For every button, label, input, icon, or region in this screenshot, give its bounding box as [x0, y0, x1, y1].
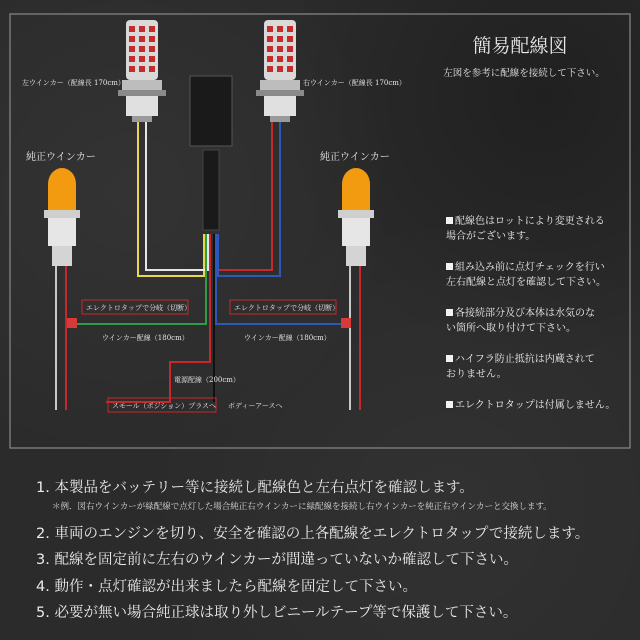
- square-bullet-icon: [446, 263, 453, 270]
- right-led-bulb-icon: [256, 20, 304, 122]
- right-tap-label: エレクトロタップで分岐（切断）: [234, 304, 340, 312]
- step-1-note: ＊例．図右ウインカーが緑配線で点灯した場合純正右ウインカーに緑配線を接続し右ウインカーを純正右ウインカーと交換します。: [52, 502, 552, 512]
- square-bullet-icon: [446, 217, 453, 224]
- step-2: 2. 車両のエンジンを切り、安全を確認の上各配線をエレクトロタップで接続します。: [36, 526, 590, 542]
- control-box: [190, 76, 232, 146]
- step-5: 5. 必要が無い場合純正球は取り外しビニールテープ等で保護して下さい。: [36, 605, 518, 621]
- left-electrotap: [67, 318, 77, 328]
- right-wire-label: ウインカー配線（180cm）: [244, 334, 331, 342]
- note-item: 組み込み前に点灯チェックを行い 左右配線と点灯を確認して下さい。: [446, 262, 606, 288]
- right-stock-label: 純正ウインカー: [320, 152, 390, 163]
- control-box-cable: [203, 150, 219, 230]
- right-stock-bulb-icon: [338, 168, 374, 266]
- left-led-bulb-icon: [118, 20, 166, 122]
- left-tap-label: エレクトロタップで分岐（切断）: [86, 304, 192, 312]
- note-item: 配線色はロットにより変更される 場合がございます。: [446, 216, 605, 242]
- power-label: 電源配線（200cm）: [174, 376, 240, 384]
- note-item: 各接続部分及び本体は水気のな い箇所へ取り付けて下さい。: [446, 308, 595, 334]
- diagram-subtitle: 左図を参考に配線を接続して下さい。: [443, 68, 605, 79]
- square-bullet-icon: [446, 401, 453, 408]
- notes-list: [446, 214, 618, 413]
- right-winker-label: 右ウインカー（配線長 170cm）: [303, 79, 406, 87]
- left-stock-bulb-icon: [44, 168, 80, 266]
- left-winker-label: 左ウインカー（配線長 170cm）: [22, 79, 125, 87]
- note-item: エレクトロタップは付属しません。: [446, 398, 618, 413]
- square-bullet-icon: [446, 355, 453, 362]
- right-electrotap: [341, 318, 351, 328]
- step-3: 3. 配線を固定前に左右のウインカーが間違っていないか確認して下さい。: [36, 552, 519, 568]
- left-wire-label: ウインカー配線（180cm）: [102, 334, 189, 342]
- note-item: ハイフラ防止抵抗は内蔵されて おりません。: [446, 354, 595, 380]
- small-label: スモール（ポジション）プラスへ: [112, 402, 217, 410]
- ground-label: ボディーアースへ: [228, 402, 283, 410]
- step-1: 1. 本製品をバッテリー等に接続し配線色と左右点灯を確認します。: [36, 480, 474, 496]
- step-4: 4. 動作・点灯確認が出来ましたら配線を固定して下さい。: [36, 579, 417, 595]
- square-bullet-icon: [446, 309, 453, 316]
- left-stock-label: 純正ウインカー: [26, 152, 96, 163]
- diagram-title: 簡易配線図: [472, 35, 568, 57]
